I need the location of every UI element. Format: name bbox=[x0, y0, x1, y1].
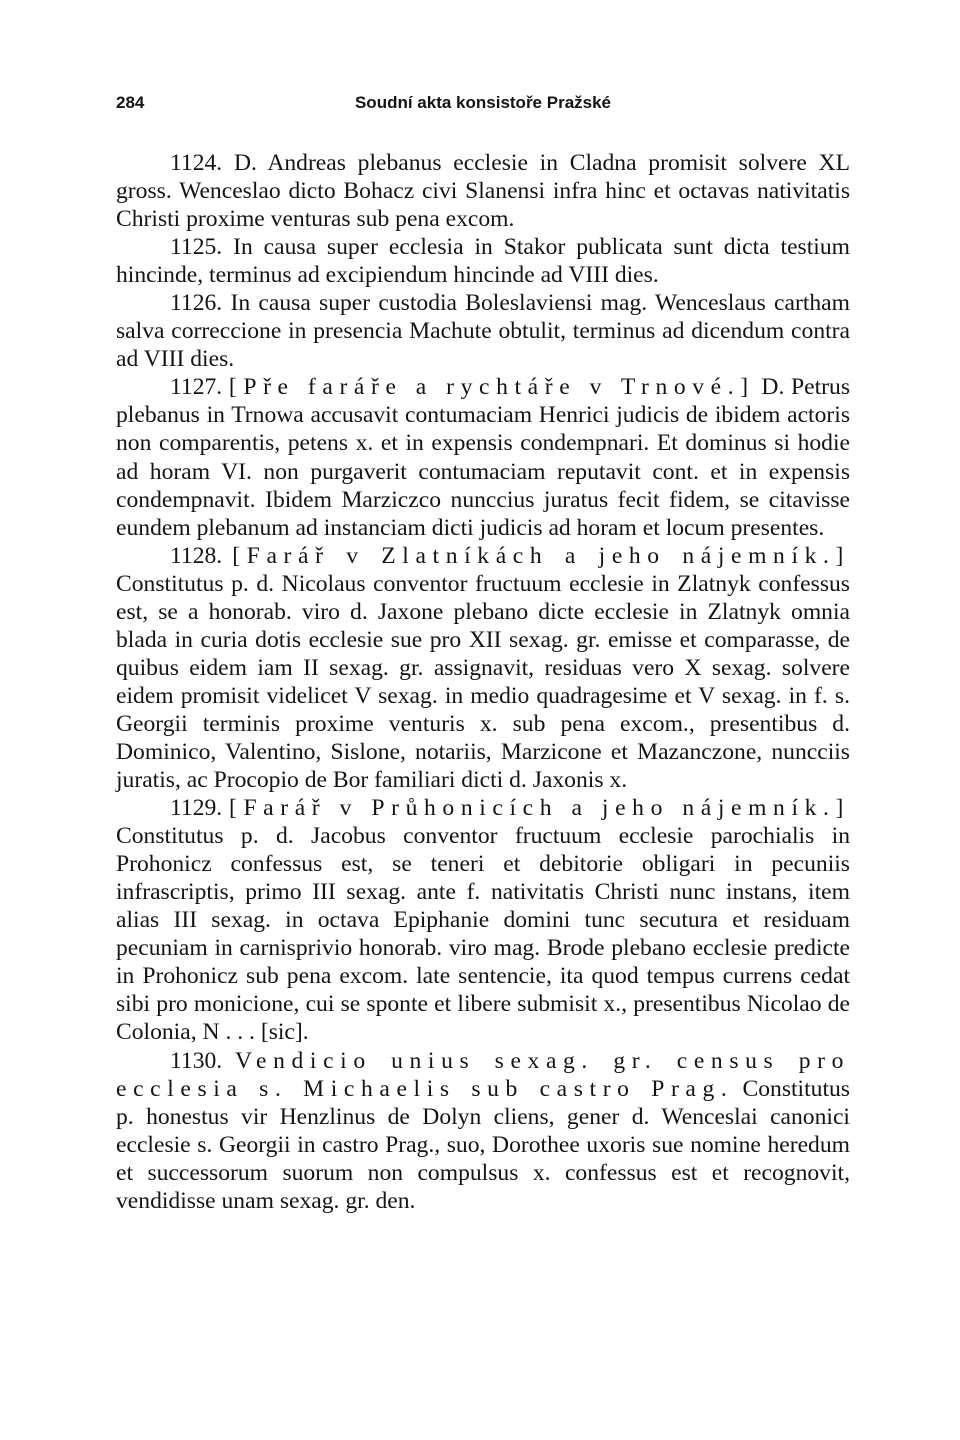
entry-text: D. Petrus plebanus in Trnowa accusavit contumaciam Henrici judicis de ibidem actoris non comparentis, petens x. et in expensis condempnari. Et dominus si hodie ad horam VI. non purgaverit contumaciam reputavit cont. et in expensis condempnavit. Ibidem Marziczco nunccius juratus fecit fidem, se citavisse eundem plebanum ad instanciam dicti judicis ad horam et locum presentes. bbox=[116, 374, 851, 541]
entry-1130 bbox=[116, 1047, 850, 1215]
entry-1125 bbox=[116, 233, 850, 289]
entry-number: 1125. bbox=[170, 234, 223, 261]
entry-1126 bbox=[116, 289, 850, 373]
entry-number: 1129. bbox=[170, 795, 223, 822]
entry-1124 bbox=[116, 149, 850, 233]
body-text bbox=[116, 149, 850, 1215]
entry-number: 1128. bbox=[170, 542, 223, 569]
entry-text: In causa super custodia Boleslaviensi mag. Wenceslaus cartham salva correccione in presencia Machute obtulit, terminus ad dicendum contra ad VIII dies. bbox=[116, 290, 851, 373]
entry-text: D. Andreas plebanus ecclesie in Cladna promisit solvere XL gross. Wenceslao dicto Bohacz civi Slanensi infra hinc et octavas nativitatis Christi proxime venturas sub pena excom. bbox=[116, 150, 850, 233]
page-header bbox=[116, 93, 850, 117]
entry-text: Constitutus p. honestus vir Henzlinus de Dolyn cliens, gener d. Wenceslai canonici ecclesie s. Georgii in castro Prag., suo, Dorothee uxoris sue nomine heredum et successorum suorum non compulsus x. confessus est et recognovit, vendidisse unam sexag. gr. den. bbox=[116, 1075, 850, 1214]
entry-1127 bbox=[116, 373, 850, 541]
entry-1129 bbox=[116, 794, 850, 1046]
entry-text: Constitutus p. d. Nicolaus conventor fructuum ecclesie in Zlatnyk confessus est, se a honorab. viro d. Jaxone plebano dicte ecclesie in Zlatnyk omnia blada in curia dotis ecclesie sue pro XII sexag. gr. emisse et comparasse, de quibus eidem iam II sexag. gr. assignavit, residuas vero X sexag. solvere eidem promisit videlicet V sexag. in medio quadragesime et V sexag. in f. s. Georgii terminis proxime venturis x. sub pena excom., presentibus d. Dominico, Valentino, Sislone, notariis, Marzicone et Mazanczone, nuncciis juratis, ac Procopio de Bor familiari dicti d. Jaxonis x. bbox=[116, 570, 850, 794]
entry-text: In causa super ecclesia in Stakor publicata sunt dicta testium hincinde, terminus ad excipiendum hincinde ad VIII dies. bbox=[116, 234, 850, 289]
entry-number: 1126. bbox=[170, 290, 223, 317]
entry-number: 1127. bbox=[170, 374, 223, 401]
entry-number: 1124. bbox=[170, 150, 223, 176]
entry-heading: Vendicio unius sexag. gr. census pro ecclesia s. Michaelis sub castro Prag. bbox=[116, 1047, 850, 1102]
entry-heading: [Farář v Zlatníkách a jeho nájemník.] bbox=[232, 542, 850, 569]
entry-1128 bbox=[116, 542, 850, 794]
entry-text: Constitutus p. d. Jacobus conventor fructuum ecclesie parochialis in Prohonicz confessus est, se teneri et debitorie obligari in pecuniis infrascriptis, primo III sexag. ante f. nativitatis Christi nunc instans, item alias III sexag. in octava Epiphanie domini tunc secutura et residuam pecuniam in carnisprivio honorab. viro mag. Brode plebano ecclesie predicte in Prohonicz sub pena excom. late sentencie, ita quod tempus currens cedat sibi pro monicione, cui se sponte et libere submisit x., presentibus Nicolao de Colonia, N . . . [sic]. bbox=[116, 823, 850, 1046]
entry-number: 1130. bbox=[170, 1047, 223, 1074]
page-number: 284 bbox=[116, 93, 145, 112]
entry-heading: [Pře faráře a rychtáře v Trnové.] bbox=[228, 374, 755, 401]
running-title: Soudní akta konsistoře Pražské bbox=[354, 93, 612, 112]
entry-heading: [Farář v Průhonicích a jeho nájemník.] bbox=[228, 795, 850, 822]
